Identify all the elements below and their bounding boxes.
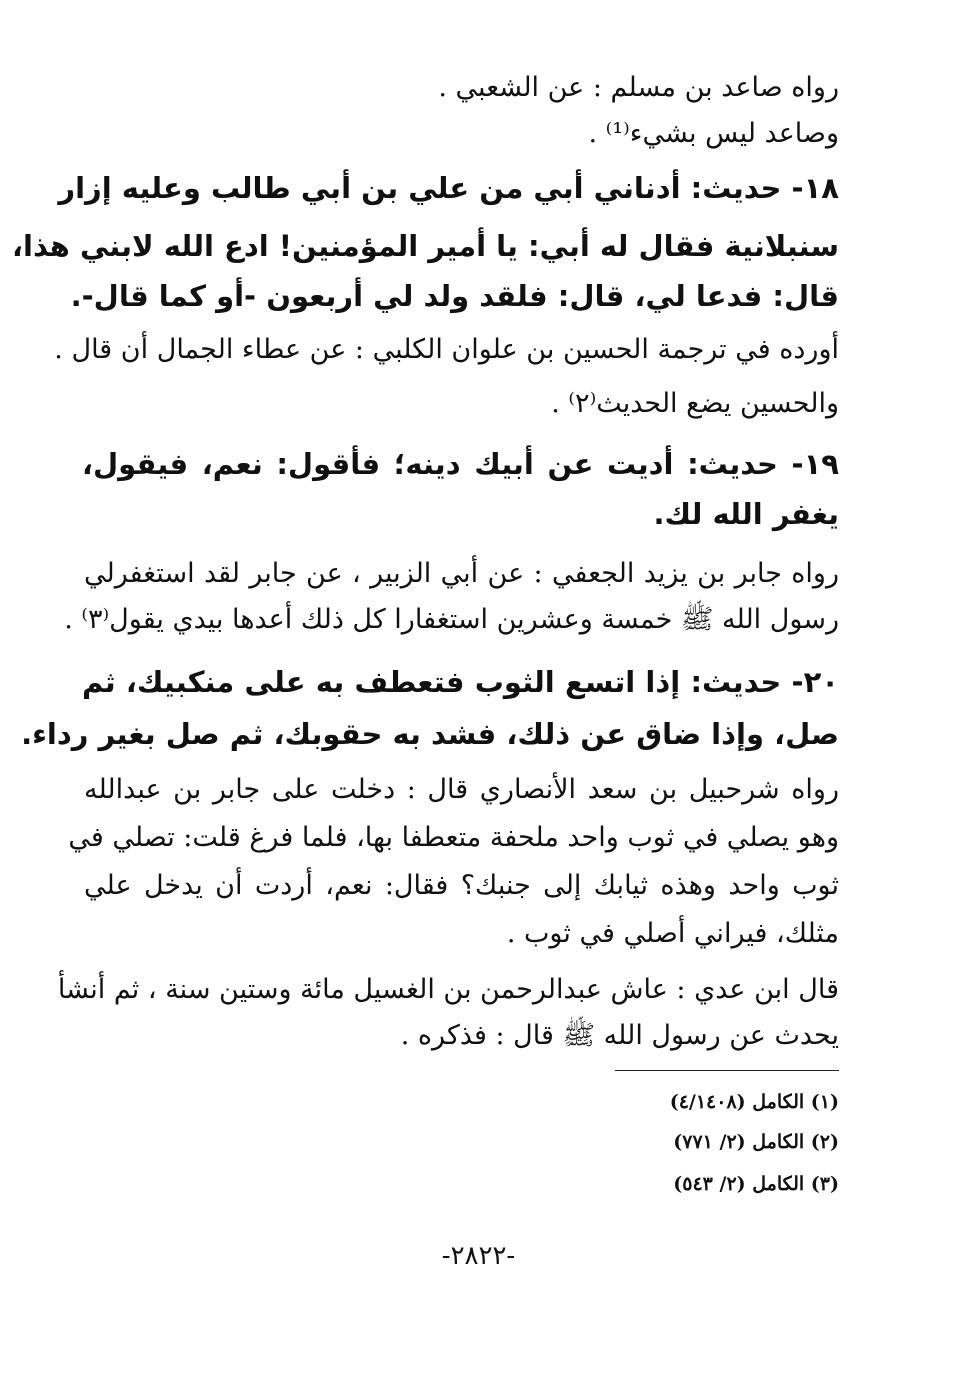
hadith-18-line-2: سنبلانية فقال له أبي: يا أمير المؤمنين! ادع الله لابني هذا، [12, 229, 839, 263]
footnote-3: (٣) الكامل (٢/ ٥٤٣) [673, 1173, 839, 1195]
footnote-2: (٢) الكامل (٢/ ٧٧١) [673, 1131, 839, 1153]
text-line-14: رواه شرحبيل بن سعد الأنصاري قال : دخلت على جابر بن عبدالله [84, 774, 839, 805]
text-line-10: رواه جابر بن يزيد الجعفي : عن أبي الزبير ، عن جابر لقد استغفرلي [84, 558, 839, 589]
text-line-19: يحدث عن رسول الله ﷺ قال : فذكره . [400, 1020, 839, 1051]
hadith-18-line-1: ١٨- حديث: أدناني أبي من علي بن أبي طالب وعليه إزار [58, 171, 839, 205]
text-line-17: مثلك، فيراني أصلي في ثوب . [506, 918, 839, 949]
text-line-7: والحسين يضع الحديث⁽٢⁾ . [551, 388, 839, 419]
text-line-2: وصاعد ليس بشيء⁽¹⁾ . [588, 118, 839, 149]
hadith-18-line-3: قال: فدعا لي، قال: فلقد ولد لي أربعون -أو كما قال-. [70, 279, 839, 313]
hadith-20-line-1: ٢٠- حديث: إذا اتسع الثوب فتعطف به على منكبيك، ثم [82, 665, 839, 699]
page-number: -٢٨٢٢- [441, 1241, 516, 1271]
text-line-18: قال ابن عدي : عاش عبدالرحمن بن الغسيل مائة وستين سنة ، ثم أنشأ [57, 974, 839, 1005]
text-line-6: أورده في ترجمة الحسين بن علوان الكلبي : عن عطاء الجمال أن قال . [54, 334, 839, 365]
text-line-16: ثوب واحد وهذه ثيابك إلى جنبك؟ فقال: نعم، أردت أن يدخل علي [84, 870, 839, 901]
text-line-1: رواه صاعد بن مسلم : عن الشعبي . [438, 72, 839, 103]
hadith-20-line-2: صل، وإذا ضاق عن ذلك، فشد به حقوبك، ثم صل بغير رداء. [21, 717, 839, 751]
text-line-11: رسول الله ﷺ خمسة وعشرين استغفارا كل ذلك أعدها بيدي يقول⁽٣⁾ . [64, 604, 839, 635]
footnote-1: (١) الكامل (٤/١٤٠٨) [669, 1091, 839, 1113]
hadith-19-line-1: ١٩- حديث: أديت عن أبيك دينه؛ فأقول: نعم، فيقول، [82, 447, 839, 481]
hadith-19-line-2: يغفر الله لك. [653, 497, 839, 531]
text-line-15: وهو يصلي في ثوب واحد ملحفة متعطفا بها، فلما فرغ قلت: تصلي في [68, 822, 839, 853]
footnote-divider [615, 1070, 839, 1071]
